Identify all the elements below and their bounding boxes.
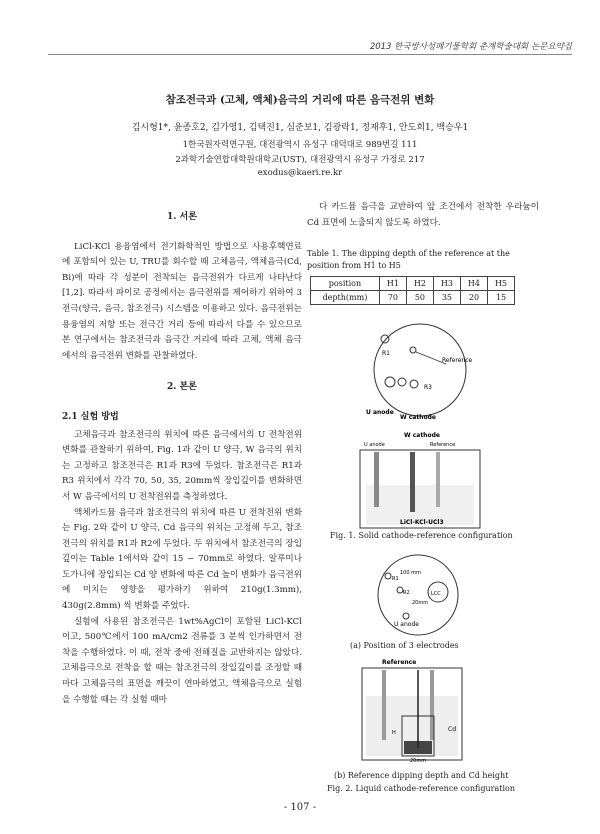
fig1-caption: Fig. 1. Solid cathode-reference configuration: [330, 531, 513, 540]
table-cell: H3: [433, 277, 460, 291]
body-heading: 2. 본론: [167, 382, 197, 393]
w-cathode-label: W cathode: [400, 414, 436, 421]
r1-label: R1: [382, 350, 390, 357]
reference-marker: [410, 347, 416, 353]
table-cell: H5: [487, 277, 514, 291]
fig1-top-view: [350, 322, 500, 427]
affiliation-2: 2과학기술연합대학원대학교(UST), 대전광역시 유성구 가정로 217: [175, 155, 425, 165]
reference-rod: [382, 670, 386, 740]
table-1: [310, 276, 515, 305]
u-anode-electrode: [403, 613, 409, 619]
right-paragraph: 다 카드뮴 음극을 교반하여 앞 조건에서 전착한 우라늄이 Cd 표면에 노출되지 않도록 하였다.: [307, 202, 539, 228]
u-anode-label: U anode: [366, 409, 394, 416]
distance-100-label: 100 mm: [400, 570, 421, 576]
table1-caption: Table 1. The dipping depth of the reference at the position from H1 to H5: [307, 249, 510, 270]
r3-electrode: [410, 380, 418, 388]
r1-electrode: [381, 335, 389, 343]
w-cathode-rod: [410, 452, 415, 512]
w-cathode-side-label: W cathode: [404, 432, 440, 439]
table-cell: H2: [406, 277, 433, 291]
reference-side-label: Reference: [430, 442, 456, 448]
method-paragraph-3: 실험에 사용된 참조전극은 1wt%AgCl이 포함된 LiCl-KCl 이고, 500℃에서 100 mA/cm2 전류를 3 분씩 인가하면서 전착을 수행하였다. 이 때, 전착 중에 전해질을 교반하지는 않았다. 고체음극으로 전착을 할 때는 참조전극의 장입깊이를 조정할 때마다 고체음극의 표면을 깨끗이 연마하였고, 액체음극으로 실험을 수행할 때는 각 실험 때마: [62, 616, 302, 705]
cd-label: Cd: [448, 726, 456, 733]
fig2a-diagram: [370, 552, 470, 640]
fig2-caption: Fig. 2. Liquid cathode-reference configuration: [327, 784, 515, 793]
right-column: [307, 200, 539, 231]
u-anode-electrode: [385, 377, 395, 387]
distance-20b-label: 20mm: [410, 758, 427, 764]
author-email[interactable]: exodus@kaeri.re.kr: [257, 168, 343, 178]
anode-rod: [430, 670, 434, 740]
left-column: [62, 200, 302, 708]
fig2a-caption: (a) Position of 3 electrodes: [350, 641, 459, 650]
reference-label: Reference: [442, 357, 473, 364]
table-cell: 15: [487, 291, 514, 305]
method-paragraph-2: 액체카드뮴 음극과 참조전극의 위치에 따른 U 전착전위 변화는 Fig. 2와 같이 U 양극, Cd 음극의 위치는 고정해 두고, 참조전극의 위치를 R1과 R2에 두었다. 두 위치에서 참조전극의 장입깊이는 Table 1에서와 같이 15 ~ 70mm로 하였다. 알루미나 도가니에 장입되는 Cd 양 변화에 따른 Cd 높이 변화가 음극전위에 미치는 영향을 평가하기 위하여 210g(1.3mm), 430g(2.8mm) 씩 변화를 주었다.: [62, 507, 302, 612]
method-paragraph-1: 고체음극과 참조전극의 위치에 따른 음극에서의 U 전착전위 변화를 관찰하기 위하여, Fig. 1과 같이 U 양극, W 음극의 위치는 고정하고 참조전극은 R1과 R3에 두었다. 참조전극은 R1과 R3 위치에서 각각 70, 50, 35, 20mm씩 장입깊이를 변화하면서 W 음극에서의 U 전착전위를 측정하였다.: [62, 429, 302, 502]
table-cell: depth(mm): [311, 291, 380, 305]
page-number: - 107 -: [283, 802, 317, 813]
r1-label: R1: [392, 576, 399, 582]
fig2b-diagram: [352, 656, 487, 764]
table-cell: 50: [406, 291, 433, 305]
fig2b-caption: (b) Reference dipping depth and Cd height: [334, 771, 509, 780]
method-heading: 2.1 실험 방법: [62, 411, 119, 422]
r2-label: R2: [403, 590, 410, 596]
w-cathode-electrode: [398, 378, 406, 386]
running-header: 2013 한국방사성폐기물학회 춘계학술대회 논문요약집: [369, 42, 572, 52]
crucible-outline: [374, 324, 466, 416]
u-anode-label: U anode: [394, 621, 419, 628]
table-cell: 35: [433, 291, 460, 305]
paper-title: 참조전극과 (고체, 액체)음극의 거리에 따른 음극전위 변화: [165, 94, 435, 106]
header-rule: [48, 54, 572, 55]
distance-20-label: 20mm: [412, 600, 429, 606]
fig1-side-view: [352, 430, 492, 530]
author-list: 김시형1*, 윤종호2, 김가영1, 김택진1, 심준보1, 김광락1, 정재후1, 안도희1, 백승우1: [131, 123, 469, 133]
table-cell: 70: [379, 291, 406, 305]
u-anode-side-label: U anode: [364, 442, 385, 448]
table-header-row: [311, 277, 515, 291]
table-cell: H4: [460, 277, 487, 291]
table-cell: 20: [460, 291, 487, 305]
lcc-label: LCC: [431, 591, 441, 597]
u-anode-rod: [374, 452, 379, 507]
reference-rod: [436, 452, 440, 507]
table-cell: position: [311, 277, 380, 291]
affiliation-1: 1한국원자력연구원, 대전광역시 유성구 대덕대로 989번길 111: [182, 140, 418, 150]
intro-heading: 1. 서론: [167, 212, 197, 222]
table-cell: H1: [379, 277, 406, 291]
salt-label: LiCl-KCl-UCl3: [400, 519, 444, 526]
r3-label: R3: [424, 384, 432, 391]
intro-paragraph: LiCl-KCl 용융염에서 전기화학적인 방법으로 사용후핵연료에 포함되어 있는 U, TRU를 회수할 때 고체음극, 액체음극(Cd, Bi)에 따라 각 성분이 전착되는 음극전위가 다르게 나타난다[1,2]. 따라서 파이로 공정에서는 음극전위를 제어하기 위하여 3 전극(양극, 음극, 참조전극) 시스템을 이용하고 있다. 음극전위는 용융염의 저항 또는 전극간 거리 등에 따라서 다를 수 있으므로 본 연구에서는 참조전극과 음극간 거리에 따라 고체, 액체 음극에서의 음극전위 변화를 관찰하였다.: [62, 241, 302, 361]
height-label: H: [392, 730, 396, 736]
r1-electrode: [385, 573, 391, 579]
table-row: [311, 291, 515, 305]
reference-label: Reference: [382, 659, 417, 666]
